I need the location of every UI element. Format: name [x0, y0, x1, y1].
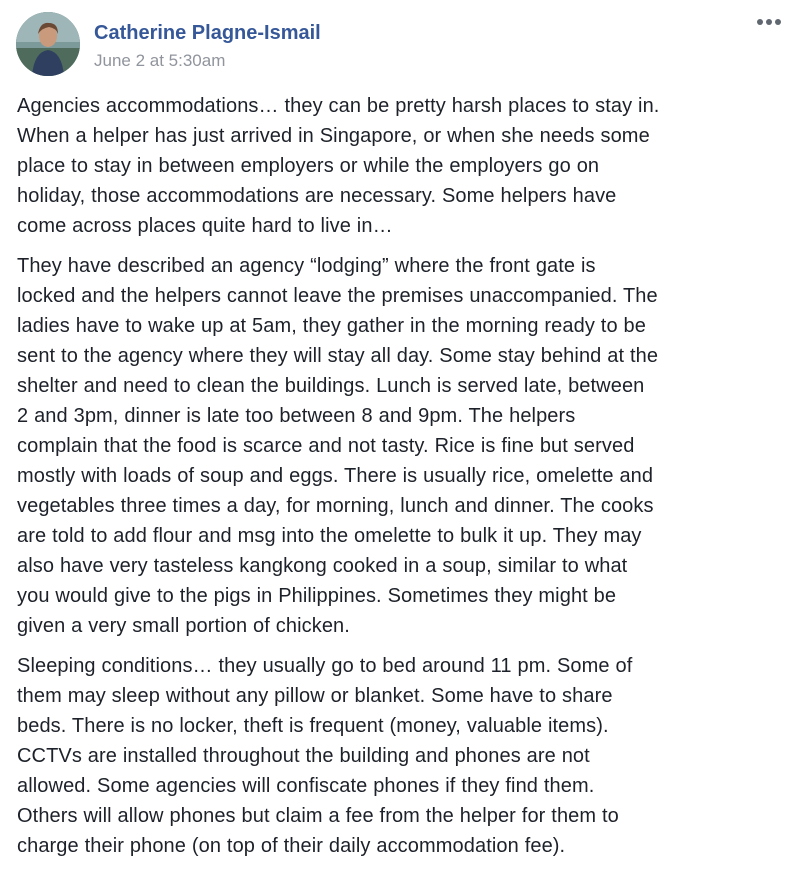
paragraph-line: They have described an agency “lodging” where the front gate is [17, 255, 596, 277]
paragraph-line: Others will allow phones but claim a fee from the helper for them to [17, 805, 619, 827]
paragraph-line: them may sleep without any pillow or blanket. Some have to share [17, 685, 613, 707]
paragraph-line: vegetables three times a day, for morning, lunch and dinner. The cooks [17, 495, 654, 517]
profile-photo-icon [16, 12, 80, 76]
paragraph-line: complain that the food is scarce and not tasty. Rice is fine but served [17, 435, 635, 457]
paragraph-line: 2 and 3pm, dinner is late too between 8 and 9pm. The helpers [17, 405, 576, 427]
paragraph-line: holiday, those accommodations are necessary. Some helpers have [17, 185, 617, 207]
paragraph-line: are told to add flour and msg into the omelette to bulk it up. They may [17, 525, 642, 547]
post-paragraph-2 [17, 251, 793, 641]
dot [766, 19, 772, 25]
paragraph-line: place to stay in between employers or while the employers go on [17, 155, 600, 177]
post-paragraph-3 [17, 651, 793, 861]
paragraph-line: given a very small portion of chicken. [17, 615, 350, 637]
paragraph-line: ladies have to wake up at 5am, they gather in the morning ready to be [17, 315, 646, 337]
paragraph-line: allowed. Some agencies will confiscate phones if they find them. [17, 775, 595, 797]
dot [775, 19, 781, 25]
paragraph-line: also have very tasteless kangkong cooked in a soup, similar to what [17, 555, 628, 577]
paragraph-line: locked and the helpers cannot leave the premises unaccompanied. The [17, 285, 658, 307]
paragraph-line: mostly with loads of soup and eggs. There is usually rice, omelette and [17, 465, 654, 487]
post-timestamp[interactable]: June 2 at 5:30am [94, 51, 226, 70]
paragraph-line: Sleeping conditions… they usually go to bed around 11 pm. Some of [17, 655, 633, 677]
paragraph-line: shelter and need to clean the buildings. Lunch is served late, between [17, 375, 645, 397]
paragraph-line: charge their phone (on top of their daily accommodation fee). [17, 835, 566, 857]
paragraph-line: beds. There is no locker, theft is frequent (money, valuable items). [17, 715, 609, 737]
paragraph-line: Agencies accommodations… they can be pretty harsh places to stay in. [17, 95, 660, 117]
author-name-link[interactable]: Catherine Plagne-Ismail [94, 22, 321, 44]
dot [757, 19, 763, 25]
paragraph-line: come across places quite hard to live in… [17, 215, 393, 237]
paragraph-line: you would give to the pigs in Philippines. Sometimes they might be [17, 585, 617, 607]
more-options-icon[interactable] [752, 10, 786, 34]
paragraph-line: CCTVs are installed throughout the building and phones are not [17, 745, 590, 767]
paragraph-line: When a helper has just arrived in Singapore, or when she needs some [17, 125, 650, 147]
post-paragraph-1 [17, 91, 793, 241]
paragraph-line: sent to the agency where they will stay all day. Some stay behind at the [17, 345, 659, 367]
post-body [17, 91, 793, 871]
author-avatar[interactable] [16, 12, 80, 76]
